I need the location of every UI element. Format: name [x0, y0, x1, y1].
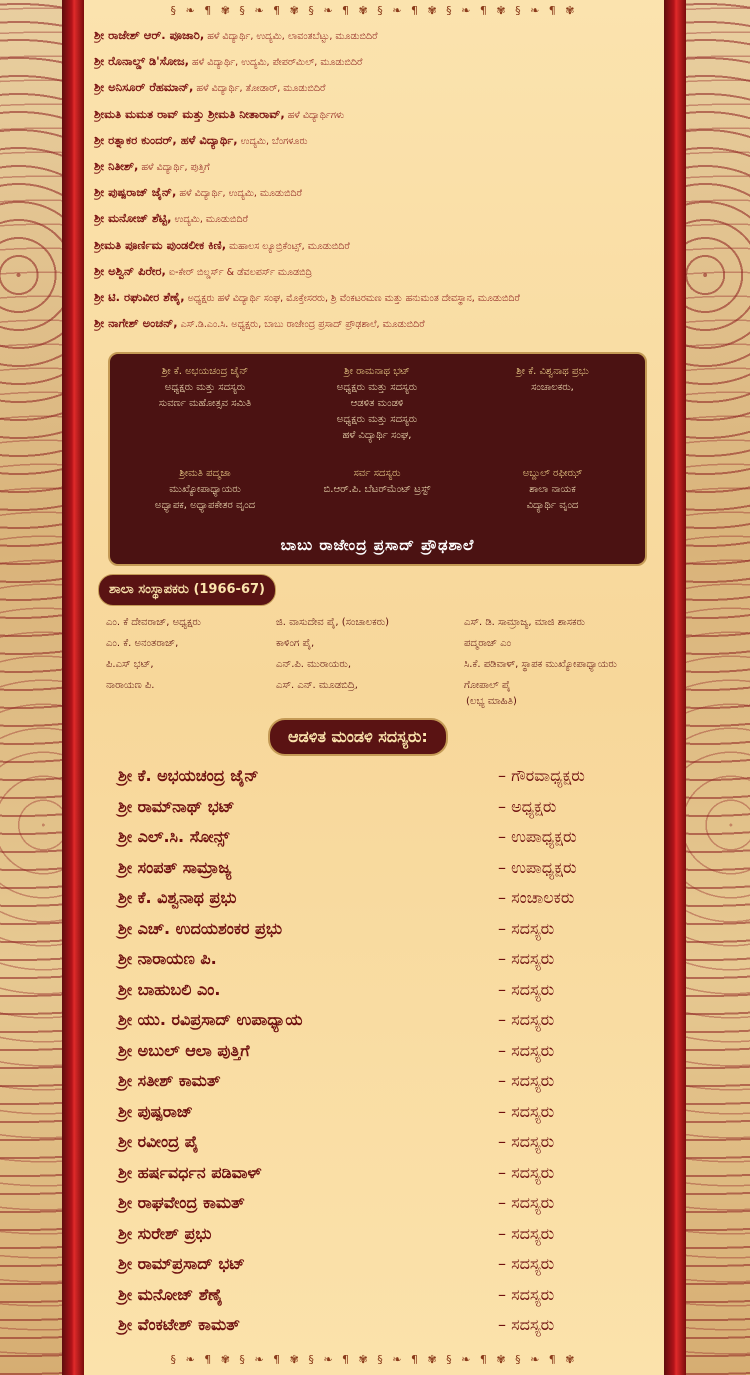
right-red-band [664, 0, 686, 1375]
list-item: ಶ್ರೀ ಎಲ್.ಸಿ. ಸೋನ್ಸ್ – ಉಪಾಧ್ಯಕ್ಷರು [118, 827, 577, 846]
list-item: ಶ್ರೀ ನಿತೀಶ್, ಹಳೆ ವಿದ್ಯಾರ್ಥಿ, ಪುತ್ತಿಗೆ [94, 158, 210, 173]
founders-col-3: ಎಸ್. ಡಿ. ಸಾಮ್ರಾಜ್ಯ, ಮಾಜಿ ಶಾಸಕರು ಪದ್ಮರಾಜ್ ಎಂ ಸಿ.ಕೆ. ಪಡಿವಾಳ್, ಸ್ಥಾಪಕ ಮುಖ್ಯೋಪಾಧ್ಯಾಯರು ಗೋಪಾಲ್ ಪೈ [464, 617, 617, 691]
list-item: ಶ್ರೀ ಕೆ. ಅಭಯಚಂದ್ರ ಜೈನ್ – ಗೌರವಾಧ್ಯಕ್ಷರು [118, 766, 585, 785]
management-heading: ಆಡಳಿತ ಮಂಡಳಿ ಸದಸ್ಯರು: [268, 718, 448, 756]
list-item: ಶ್ರೀ ಸತೀಶ್ ಕಾಮತ್ – ಸದಸ್ಯರು [118, 1071, 555, 1090]
list-item: ಶ್ರೀ ನಾರಾಯಣ ಪಿ. – ಸದಸ್ಯರು [118, 949, 555, 968]
greeting-col-3: ಶ್ರೀ ಕೆ. ವಿಶ್ವನಾಥ ಪ್ರಭು ಸಂಚಾಲಕರು, [516, 366, 589, 393]
list-item: ಶ್ರೀ ಯು. ರವಿಪ್ರಸಾದ್ ಉಪಾಧ್ಯಾಯ – ಸದಸ್ಯರು [118, 1010, 555, 1029]
content-panel [84, 0, 664, 1375]
list-item: ಶ್ರೀ ಅಬುಲ್ ಆಲಾ ಪುತ್ತಿಗೆ – ಸದಸ್ಯರು [118, 1040, 555, 1060]
list-item: ಶ್ರೀಮತಿ ಪೂರ್ಣಿಮ ಪುಂಡಲೀಕ ಕಿಣಿ, ಮಹಾಲಸ ಲ್ಯೂಬ್ರಿಕೆಂಟ್ಸ್, ಮೂಡುಬಿದಿರೆ [94, 237, 350, 252]
right-paisley-border [686, 0, 750, 1375]
list-item: ಶ್ರೀ ರಾಜೇಶ್ ಆರ್. ಪೂಜಾರಿ, ಹಳೆ ವಿದ್ಯಾರ್ಥಿ, ಉದ್ಯಮಿ, ಲಾವಂತಬೆಟ್ಟು, ಮೂಡುಬಿದಿರೆ [94, 28, 378, 42]
list-item: ಶ್ರೀ ಮನೋಜ್ ಶೆಟ್ಟಿ, ಉದ್ಯಮಿ, ಮೂಡುಬಿದಿರೆ [94, 211, 248, 226]
contributors-list [94, 28, 659, 342]
list-item: ಶ್ರೀ ಸುರೇಶ್ ಪ್ರಭು – ಸದಸ್ಯರು [118, 1223, 555, 1243]
list-item: ಶ್ರೀ ರೊನಾಲ್ಡ್ ಡಿ'ಸೋಜ, ಹಳೆ ವಿದ್ಯಾರ್ಥಿ, ಉದ್ಯಮಿ, ಪೇಪರ್‌ಮಿಲ್, ಮೂಡುಬಿದಿರೆ [94, 54, 363, 69]
list-item: ಶ್ರೀ ನಾಗೇಶ್ ಅಂಚನ್, ಎಸ್.ಡಿ.ಎಂ.ಸಿ. ಅಧ್ಯಕ್ಷರು, ಬಾಬು ರಾಜೇಂದ್ರ ಪ್ರಸಾದ್ ಪ್ರೌಢಶಾಲೆ, ಮೂಡುಬಿದಿರೆ [94, 316, 425, 331]
list-item: ಶ್ರೀ ಪುಷ್ಪರಾಜ್ ಜೈನ್, ಹಳೆ ವಿದ್ಯಾರ್ಥಿ, ಉದ್ಯಮಿ, ಮೂಡುಬಿದಿರೆ [94, 185, 303, 200]
list-item: ಶ್ರೀ ವೆಂಕಟೇಶ್ ಕಾಮತ್ – ಸದಸ್ಯರು [118, 1315, 555, 1334]
greetings-box [108, 352, 647, 566]
founders-note: (ಲಭ್ಯ ಮಾಹಿತಿ) [466, 696, 517, 707]
list-item: ಶ್ರೀ ರಾಘವೇಂದ್ರ ಕಾಮತ್ – ಸದಸ್ಯರು [118, 1193, 555, 1212]
left-paisley-border [0, 0, 62, 1375]
list-item: ಶ್ರೀ ಮನೋಜ್ ಶೆಣೈ – ಸದಸ್ಯರು [118, 1284, 555, 1304]
list-item: ಶ್ರೀ ರವೀಂದ್ರ ಪೈ – ಸದಸ್ಯರು [118, 1132, 555, 1151]
list-item: ಶ್ರೀ ಅಶ್ವಿನ್ ಪಿರೇರ, ಐ-ಕೇರ್ ಬಿಲ್ಡರ್ಸ್ & ಡೆವಲಪರ್ಸ್ ಮೂಡಬಿದ್ರಿ [94, 263, 313, 278]
top-ornament-border: § ❧ ¶ ✾ § ❧ ¶ ✾ § ❧ ¶ ✾ § ❧ ¶ ✾ § ❧ ¶ ✾ § ❧ ¶ ✾ [170, 4, 578, 17]
list-item: ಶ್ರೀಮತಿ ಮಮತ ರಾವ್ ಮತ್ತು ಶ್ರೀಮತಿ ನೀತಾರಾವ್, ಹಳೆ ವಿದ್ಯಾರ್ಥಿಗಳು [94, 106, 345, 121]
list-item: ಶ್ರೀ ಕೆ. ವಿಶ್ವನಾಥ ಪ್ರಭು – ಸಂಚಾಲಕರು [118, 888, 575, 907]
greeting-col-4: ಶ್ರೀಮತಿ ಪದ್ಮಜಾ ಮುಖ್ಯೋಪಾಧ್ಯಾಯರು ಅಧ್ಯಾಪಕ, ಅಧ್ಯಾಪಕೇತರ ವೃಂದ [154, 468, 256, 511]
list-item: ಶ್ರೀ ರಾಮ್‌ಪ್ರಸಾದ್ ಭಟ್ – ಸದಸ್ಯರು [118, 1254, 555, 1273]
school-name: ಬಾಬು ರಾಜೇಂದ್ರ ಪ್ರಸಾದ್ ಪ್ರೌಢಶಾಲೆ [280, 536, 475, 554]
greeting-col-5: ಸರ್ವ ಸದಸ್ಯರು ಬಿ.ಆರ್.ಪಿ. ಬೆಟರ್‌ಮೆಂಟ್ ಟ್ರಸ್ಟ್ [323, 468, 431, 495]
bottom-ornament-border: § ❧ ¶ ✾ § ❧ ¶ ✾ § ❧ ¶ ✾ § ❧ ¶ ✾ § ❧ ¶ ✾ § ❧ ¶ ✾ [170, 1353, 578, 1366]
greeting-col-6: ಅಬ್ದುಲ್ ರಫೀಝ್ ಶಾಲಾ ನಾಯಕ ವಿದ್ಯಾರ್ಥಿ ವೃಂದ [522, 468, 583, 511]
management-members [118, 766, 648, 1346]
list-item: ಶ್ರೀ ರತ್ನಾಕರ ಕುಂದರ್, ಹಳೆ ವಿದ್ಯಾರ್ಥಿ, ಉದ್ಯಮಿ, ಬೆಂಗಳೂರು [94, 132, 308, 147]
greeting-col-2: ಶ್ರೀ ರಾಮನಾಥ ಭಟ್ ಅಧ್ಯಕ್ಷರು ಮತ್ತು ಸದಸ್ಯರು ಆಡಳಿತ ಮಂಡಳಿ ಅಧ್ಯಕ್ಷರು ಮತ್ತು ಸದಸ್ಯರು ಹಳೆ ವಿದ್ಯಾರ್ಥಿ ಸಂಘ, [336, 366, 418, 441]
founders-col-1: ಎಂ. ಕೆ ದೇವರಾಜ್, ಅಧ್ಯಕ್ಷರು ಎಂ. ಕೆ. ಅನಂತರಾಜ್, ಪಿ.ಎಸ್ ಭಟ್, ನಾರಾಯಣ ಪಿ. [106, 617, 201, 691]
list-item: ಶ್ರೀ ಅನಿಸೂರ್ ರೆಹಮಾನ್, ಹಳೆ ವಿದ್ಯಾರ್ಥಿ, ತೋಡಾರ್, ಮೂಡುಬಿದಿರೆ [94, 80, 326, 95]
left-red-band [62, 0, 84, 1375]
list-item: ಶ್ರೀ ರಾಮ್‌ನಾಥ್ ಭಟ್ – ಅಧ್ಯಕ್ಷರು [118, 796, 557, 816]
list-item: ಶ್ರೀ ಹರ್ಷವರ್ಧನ ಪಡಿವಾಳ್ – ಸದಸ್ಯರು [118, 1162, 555, 1182]
greeting-col-1: ಶ್ರೀ ಕೆ. ಅಭಯಚಂದ್ರ ಜೈನ್ ಅಧ್ಯಕ್ಷರು ಮತ್ತು ಸದಸ್ಯರು ಸುವರ್ಣ ಮಹೋತ್ಸವ ಸಮಿತಿ [158, 366, 252, 409]
founders-col-2: ಜಿ. ವಾಸುದೇವ ಪೈ, (ಸಂಚಾಲಕರು) ಕಾಳಿಂಗ ಪೈ, ಎನ್.ಪಿ. ಮುರಾಯರು, ಎಸ್. ಎನ್. ಮೂಡಬಿದ್ರಿ, [276, 617, 390, 691]
list-item: ಶ್ರೀ ಬಾಹುಬಲಿ ಎಂ. – ಸದಸ್ಯರು [118, 979, 555, 999]
list-item: ಶ್ರೀ ಟಿ. ರಘುವೀರ ಶೆಣೈ, ಅಧ್ಯಕ್ಷರು ಹಳೆ ವಿದ್ಯಾರ್ಥಿ ಸಂಘ, ಮೊಕ್ತೇಸರರು, ಶ್ರಿ ವೆಂಕಟರಮಣ ಮತ್ತು ಹನುಮಂತ ದೇವಸ್ಥಾನ, ಮೂಡುಬಿದಿರೆ [94, 289, 520, 304]
list-item: ಶ್ರೀ ಪುಷ್ಪರಾಜ್ – ಸದಸ್ಯರು [118, 1101, 555, 1121]
founders-heading: ಶಾಲಾ ಸಂಸ್ಥಾಪಕರು (1966-67) [98, 574, 276, 606]
list-item: ಶ್ರೀ ಎಚ್. ಉದಯಶಂಕರ ಪ್ರಭು – ಸದಸ್ಯರು [118, 918, 555, 938]
list-item: ಶ್ರೀ ಸಂಪತ್ ಸಾಮ್ರಾಜ್ಯ – ಉಪಾಧ್ಯಕ್ಷರು [118, 857, 577, 877]
